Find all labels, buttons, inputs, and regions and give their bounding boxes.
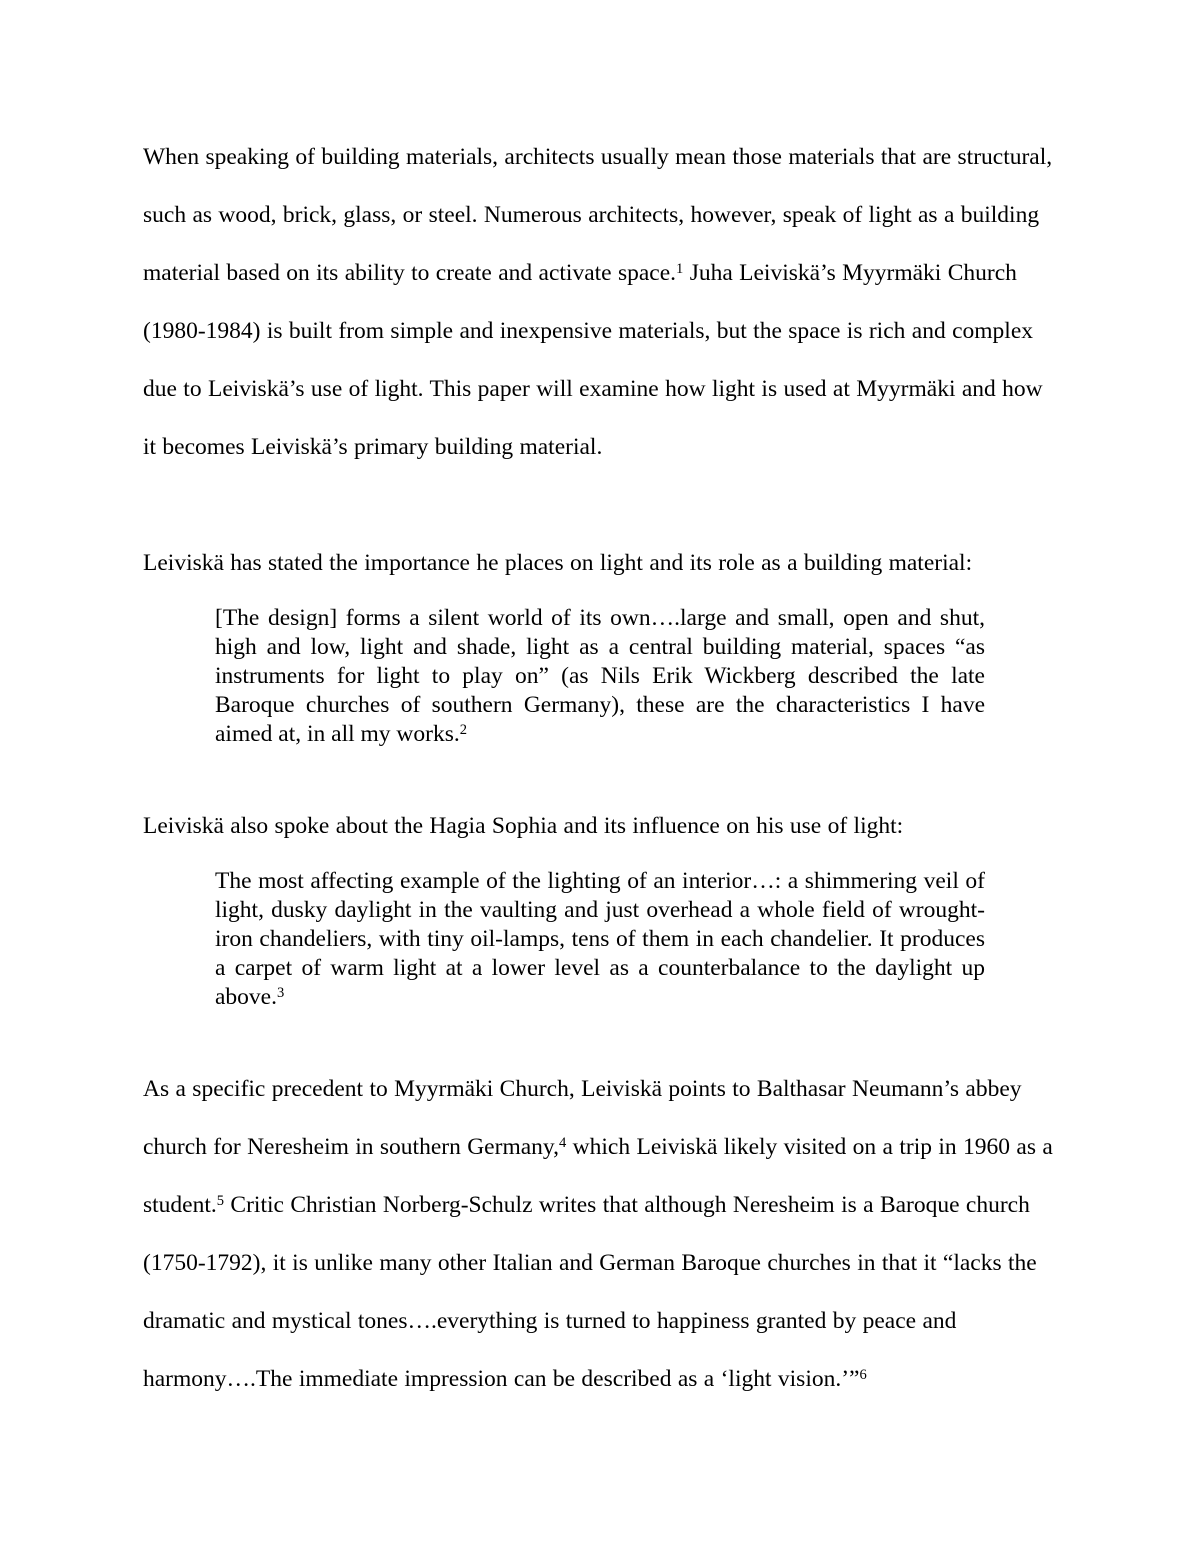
paragraph-neresheim: As a specific precedent to Myyrmäki Church, Leiviskä points to Balthasar Neumann’s abbey church for Neresheim in southern Germany,$^4$ which Leiviskä likely visited on a trip in 1960 as a student.$^5$ Critic Christian Norberg-Schulz writes that although Neresheim is a Baroque church (1750-1792), it is unlike many other Italian and German Baroque churches in that it “lacks the dramatic and mystical tones….everything is turned to happiness granted by peace and harmony….The immediate impression can be described as a ‘light vision.’”$^6$ bbox=[143, 1076, 1053, 1392]
paragraph-light-statement-intro: Leiviskä has stated the importance he places on light and its role as a building material: bbox=[143, 550, 973, 576]
footnote-reference: 6 bbox=[859, 1367, 867, 1384]
footnote-reference: 3 bbox=[277, 985, 285, 1002]
blockquote-hagia-sophia: The most affecting example of the lighting of an interior…: a shimmering veil of light, dusky daylight in the vaulting and just overhead a whole field of wrought-iron chandeliers, with tiny oil-lamps, tens of them in each chandelier. It produces a carpet of warm light at a lower level as a counterbalance to the daylight up above.$^3$ bbox=[215, 868, 985, 1010]
paragraph-opening: When speaking of building materials, architects usually mean those materials that are structural, such as wood, brick, glass, or steel. Numerous architects, however, speak of light as a building material based on its ability to create and activate space.$^1$ Juha Leiviskä’s Myyrmäki Church (1980-1984) is built from simple and inexpensive materials, but the space is rich and complex due to Leiviskä’s use of light. This paper will examine how light is used at Myyrmäki and how it becomes Leiviskä’s primary building material. bbox=[143, 144, 1053, 460]
footnote-reference: 5 bbox=[216, 1193, 225, 1210]
footnote-reference: 2 bbox=[459, 722, 468, 739]
footnote-reference: 1 bbox=[676, 261, 684, 278]
footnote-reference: 4 bbox=[559, 1135, 567, 1152]
blockquote-design-statement: [The design] forms a silent world of its own….large and small, open and shut, high and low, light and shade, light as a central building material, spaces “as instruments for light to play on” (as Nils Erik Wickberg described the late Baroque churches of southern Germany), these are the characteristics I have aimed at, in all my works.$^2$ bbox=[215, 605, 985, 747]
paragraph-hagia-sophia-intro: Leiviskä also spoke about the Hagia Sophia and its influence on his use of light: bbox=[143, 813, 904, 839]
